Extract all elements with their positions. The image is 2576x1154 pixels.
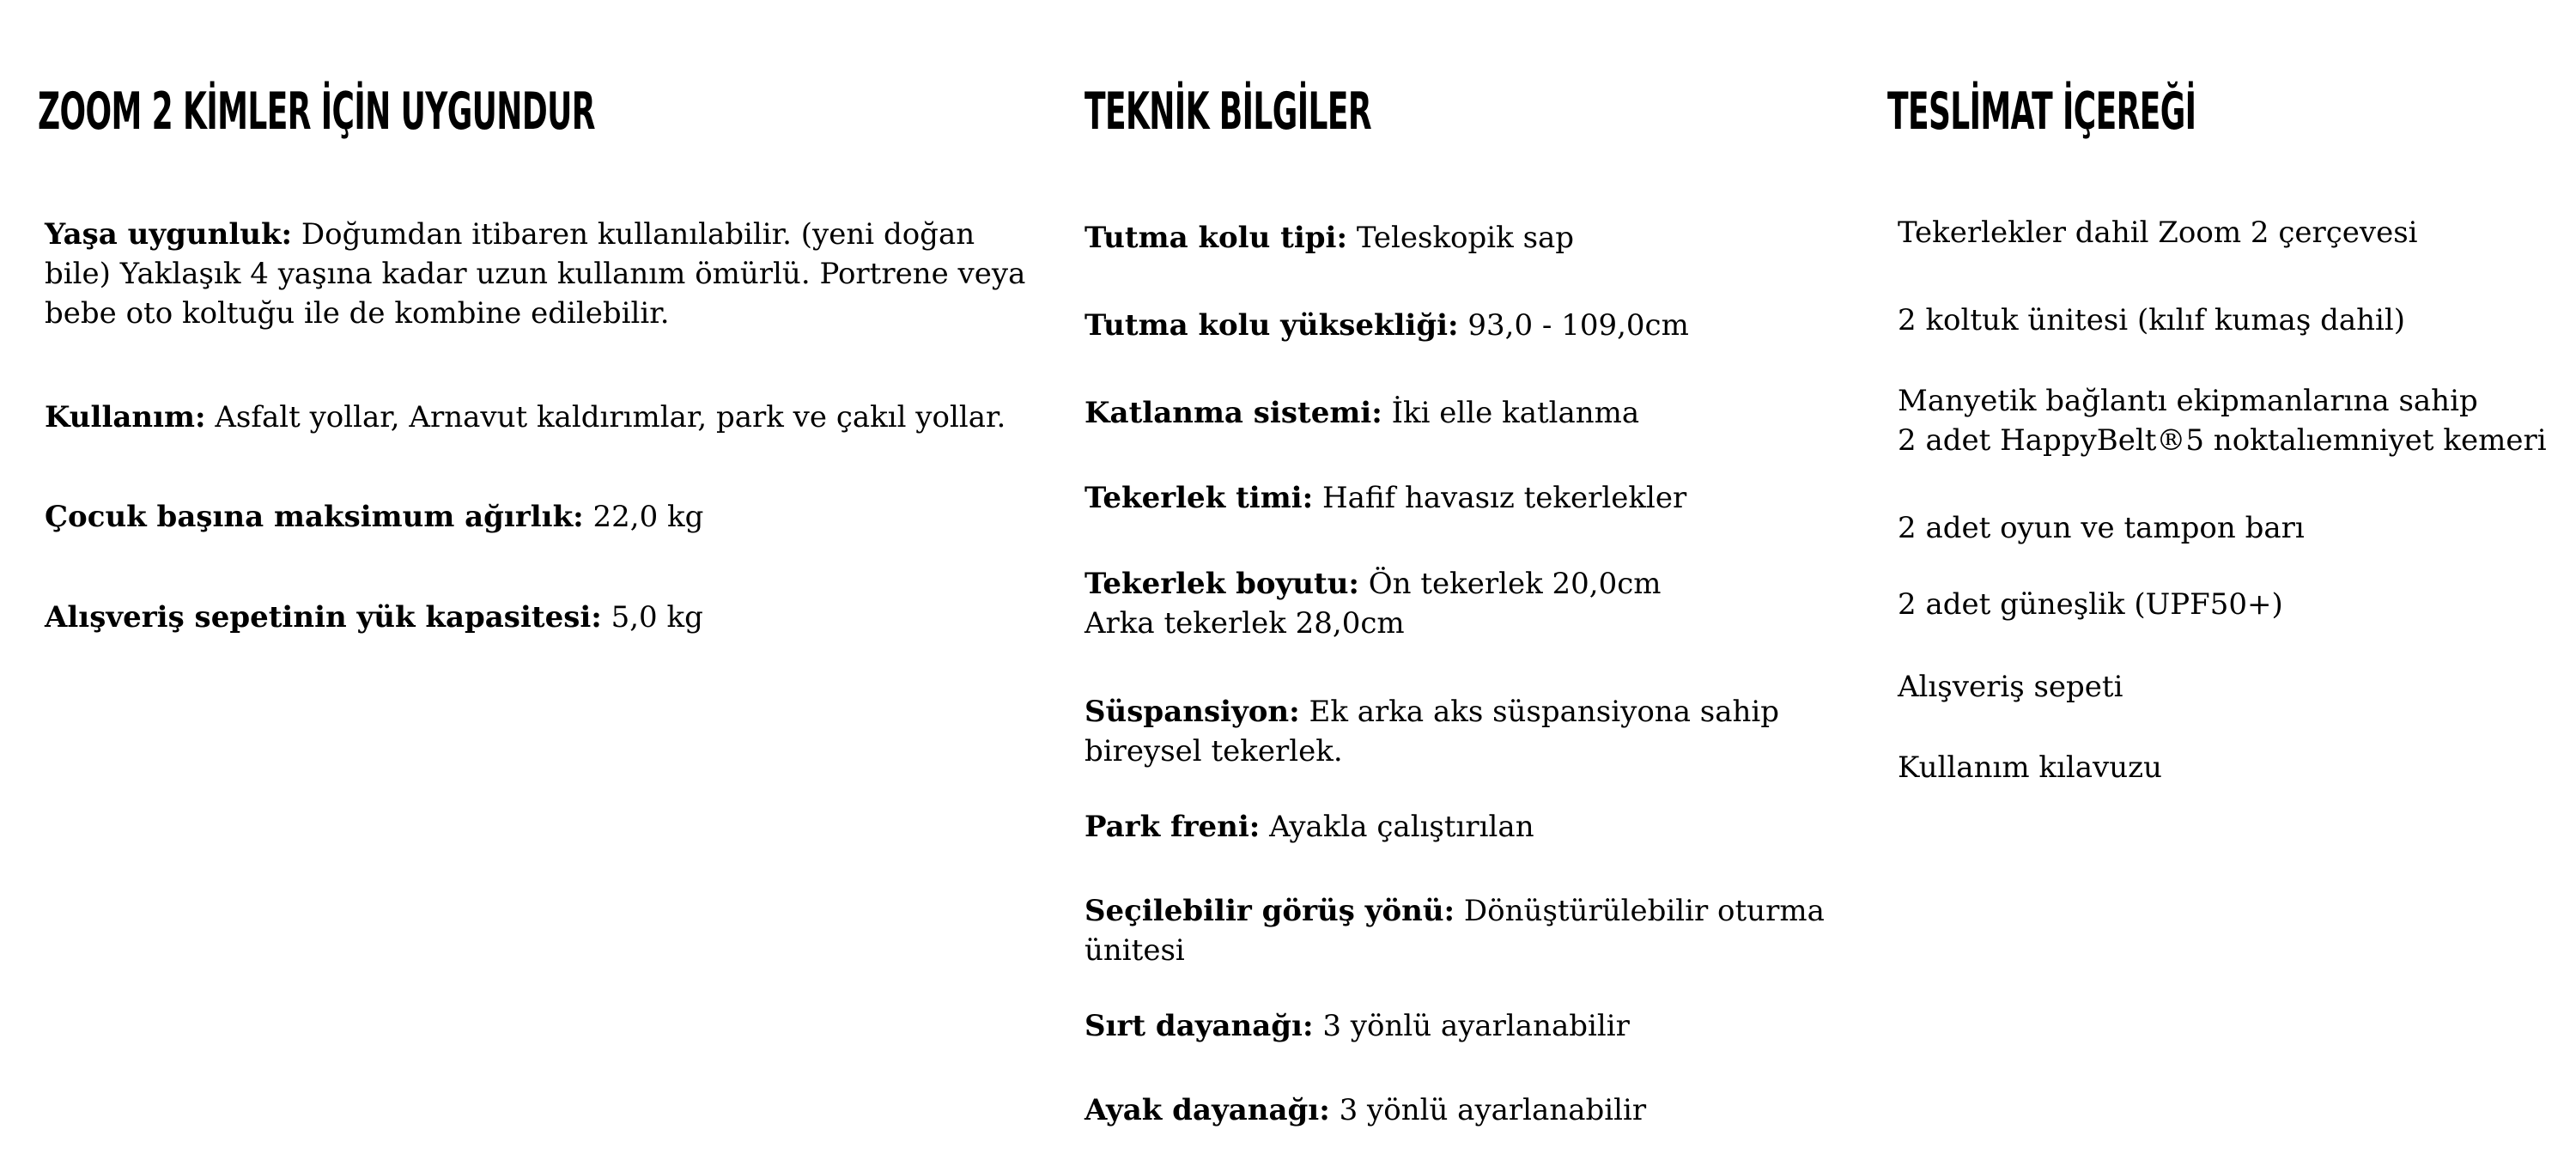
spec-value: İki elle katlanma	[1382, 396, 1640, 430]
spec-label: Tutma kolu yüksekliği:	[1084, 308, 1459, 343]
spec-view-direction	[1084, 891, 1840, 970]
spec-value: 3 yönlü ayarlanabilir	[1313, 1009, 1630, 1043]
spec-label: Tekerlek timi:	[1084, 481, 1314, 515]
spec-footrest	[1084, 1090, 1840, 1130]
spec-wheel-size	[1084, 564, 1840, 643]
delivery-heading: TESLİMAT İÇEREĞİ	[1887, 82, 2196, 142]
spec-label: Tekerlek boyutu:	[1084, 567, 1359, 601]
spec-suspension	[1084, 692, 1840, 771]
spec-value: 22,0 kg	[583, 500, 704, 534]
spec-value: Doğumdan itibaren kullanılabilir. (yeni doğan bile) Yaklaşık 4 yaşına kadar uzun kullanım ömürlü. Portrene veya bebe oto koltuğu ile de kombine edilebilir.	[45, 217, 1026, 331]
spec-fold-system	[1084, 393, 1840, 433]
delivery-item	[1898, 667, 2576, 707]
spec-wheel-type	[1084, 478, 1840, 518]
delivery-item	[1898, 508, 2576, 548]
spec-age-suitability	[45, 215, 1041, 333]
spec-basket-capacity	[45, 598, 1041, 637]
spec-max-weight	[45, 497, 1041, 537]
spec-label: Alışveriş sepetinin yük kapasitesi:	[45, 600, 602, 635]
delivery-item-text: 2 koltuk ünitesi (kılıf kumaş dahil)	[1898, 303, 2406, 337]
spec-label: Park freni:	[1084, 810, 1261, 844]
spec-park-brake	[1084, 807, 1840, 847]
delivery-item-text: Tekerlekler dahil Zoom 2 çerçevesi	[1898, 216, 2418, 250]
spec-usage	[45, 398, 1041, 437]
spec-value: 5,0 kg	[601, 600, 703, 635]
suitability-heading: ZOOM 2 KİMLER İÇİN UYGUNDUR	[38, 82, 595, 142]
spec-value: 3 yönlü ayarlanabilir	[1329, 1093, 1647, 1127]
spec-value: Hafif havasız tekerlekler	[1313, 481, 1687, 515]
spec-value: Teleskopik sap	[1347, 221, 1575, 255]
delivery-item-text: Alışveriş sepeti	[1898, 670, 2123, 704]
spec-label: Ayak dayanağı:	[1084, 1093, 1330, 1127]
spec-label: Çocuk başına maksimum ağırlık:	[45, 500, 584, 534]
delivery-item-text: Kullanım kılavuzu	[1898, 750, 2162, 785]
delivery-item	[1898, 301, 2576, 340]
delivery-item-text: Manyetik bağlantı ekipmanlarına sahip	[1898, 384, 2478, 418]
delivery-item	[1898, 585, 2576, 624]
spec-value: Asfalt yollar, Arnavut kaldırımlar, park ve çakıl yollar.	[205, 400, 1006, 434]
delivery-item-text: 2 adet oyun ve tampon barı	[1898, 511, 2305, 545]
spec-label: Katlanma sistemi:	[1084, 396, 1382, 430]
technical-heading: TEKNİK BİLGİLER	[1084, 82, 1371, 142]
delivery-item-text: 2 adet güneşlik (UPF50+)	[1898, 587, 2283, 622]
spec-label: Yaşa uygunluk:	[45, 217, 293, 252]
delivery-item	[1898, 748, 2576, 787]
spec-handle-type	[1084, 218, 1840, 258]
delivery-item-text-line2: 2 adet HappyBelt®5 noktalıemniyet kemeri	[1898, 423, 2547, 458]
spec-label: Kullanım:	[45, 400, 206, 434]
spec-label: Seçilebilir görüş yönü:	[1084, 894, 1455, 928]
spec-label: Sırt dayanağı:	[1084, 1009, 1314, 1043]
delivery-item	[1898, 213, 2576, 252]
spec-label: Tutma kolu tipi:	[1084, 221, 1348, 255]
spec-backrest	[1084, 1006, 1840, 1046]
spec-value: Ön tekerlek 20,0cm	[1358, 567, 1662, 601]
spec-value: 93,0 - 109,0cm	[1458, 308, 1689, 343]
delivery-item	[1898, 381, 2576, 460]
spec-label: Süspansiyon:	[1084, 695, 1300, 729]
spec-value: Ek arka aks süspansiyona sahip bireysel tekerlek.	[1084, 695, 1780, 768]
spec-value: Ayakla çalıştırılan	[1260, 810, 1534, 844]
spec-handle-height	[1084, 306, 1840, 345]
spec-value-rear: Arka tekerlek 28,0cm	[1084, 606, 1405, 641]
spec-value: Dönüştürülebilir oturma ünitesi	[1084, 894, 1825, 968]
